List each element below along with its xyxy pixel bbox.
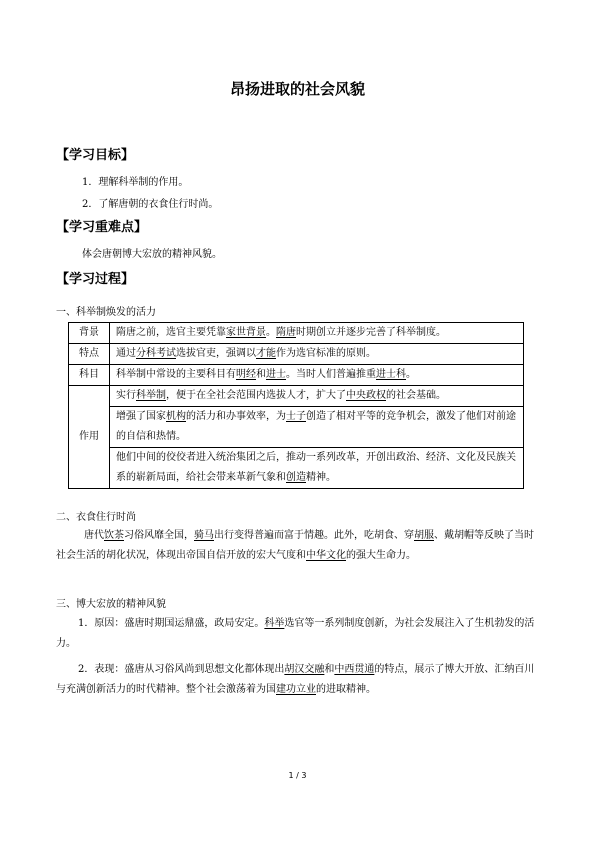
process-heading: 【学习过程】	[56, 272, 135, 287]
row-content: 他们中间的佼佼者进入统治集团之后，推动一系列改革，开创出政治、经济、文化及民族关系的崭新局面，给社会带来革新气象和创造精神。	[110, 448, 524, 489]
table-row	[69, 344, 524, 365]
section-3-show: 2．表现：盛唐从习俗风尚到思想文化都体现出胡汉交融和中西贯通的特点，展示了博大开放、汇纳百川与充满创新活力的时代精神。整个社会激荡着为国建功立业的进取精神。	[56, 664, 535, 695]
page-title: 昂扬进取的社会风貌	[229, 80, 365, 98]
row-content: 通过分科考试选拔官吏，强调以才能作为选官标准的原则。	[110, 344, 524, 365]
table-row	[69, 407, 524, 448]
imperial-exam-table	[68, 322, 524, 489]
goal-item: 2．了解唐朝的衣食住行时尚。	[82, 199, 219, 210]
goals-heading: 【学习目标】	[56, 148, 135, 163]
table-row	[69, 386, 524, 407]
section-3-heading: 三、博大宏放的精神风貌	[56, 599, 166, 610]
goal-item: 1．理解科举制的作用。	[82, 177, 189, 188]
table-row	[69, 448, 524, 489]
row-label: 特点	[69, 344, 110, 365]
row-content: 实行科举制，便于在全社会范围内选拔人才，扩大了中央政权的社会基础。	[110, 386, 524, 407]
section-2-paragraph: 唐代饮茶习俗风靡全国，骑马出行变得普遍而富于情趣。此外，吃胡食、穿胡服、戴胡帽等反映了当时社会生活的胡化状况，体现出帝国自信开放的宏大气度和中华文化的强大生命力。	[56, 530, 534, 561]
key-points-heading: 【学习重难点】	[56, 220, 148, 235]
row-content: 科举制中常设的主要科目有明经和进士。当时人们普遍推重进士科。	[110, 365, 524, 386]
row-label: 背景	[69, 323, 110, 344]
page-number: 1 / 3	[288, 771, 307, 780]
key-points-text: 体会唐朝博大宏放的精神风貌。	[82, 249, 222, 260]
section-1-heading: 一、科举制焕发的活力	[56, 307, 156, 318]
table-row	[69, 365, 524, 386]
row-content: 隋唐之前，选官主要凭靠家世背景。隋唐时期创立并逐步完善了科举制度。	[110, 323, 524, 344]
row-label: 作用	[69, 386, 110, 489]
section-2-heading: 二、衣食住行时尚	[56, 512, 136, 523]
row-content: 增强了国家机构的活力和办事效率，为士子创造了相对平等的竞争机会，激发了他们对前途的自信和热情。	[110, 407, 524, 448]
table-row	[69, 323, 524, 344]
row-label: 科目	[69, 365, 110, 386]
section-3-cause: 1．原因：盛唐时期国运鼎盛，政局安定。科举选官等一系列制度创新，为社会发展注入了生机勃发的活力。	[56, 618, 535, 649]
